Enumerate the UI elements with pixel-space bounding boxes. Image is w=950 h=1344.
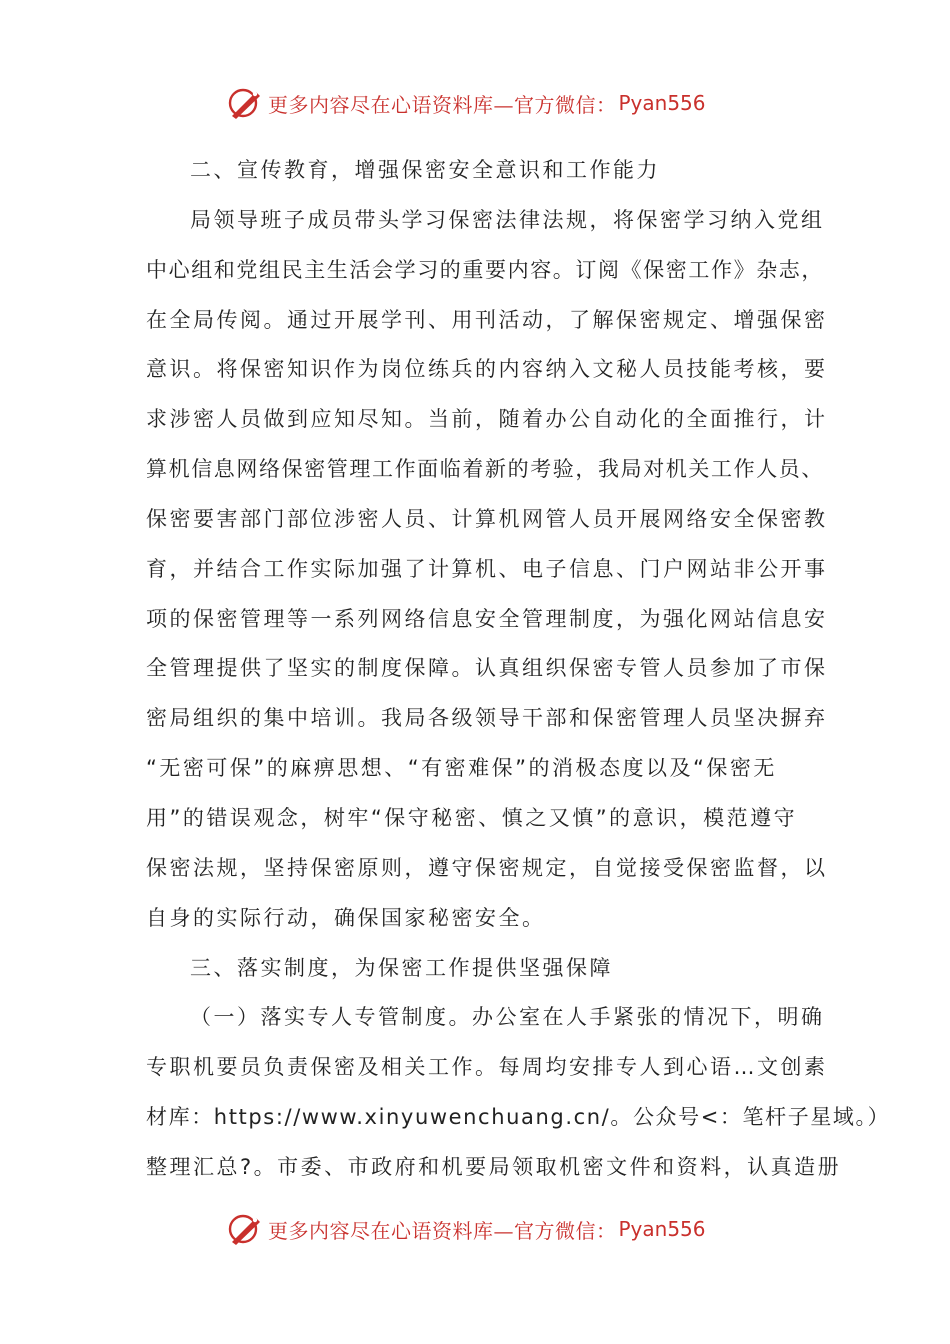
pen-nib-logo-icon xyxy=(226,1212,264,1246)
text-line: 算机信息网络保密管理工作面临着新的考验，我局对机关工作人员、 xyxy=(146,457,824,482)
text-line: 局领导班子成员带头学习保密法律法规，将保密学习纳入党组 xyxy=(190,207,825,232)
text-line: 专职机要员负责保密及相关工作。每周均安排专人到心语…文创素 xyxy=(146,1055,828,1080)
text-line: 在全局传阅。通过开展学刊、用刊活动，了解保密规定、增强保密 xyxy=(146,307,828,332)
text-line: 保密法规，坚持保密原则，遵守保密规定，自觉接受保密监督，以 xyxy=(146,855,828,880)
text-line: 全管理提供了坚实的制度保障。认真组织保密专管人员参加了市保 xyxy=(146,656,828,681)
section-heading: 二、宣传教育，增强保密安全意识和工作能力 xyxy=(190,158,660,182)
banner-text: 更多内容尽在心语资料库—官方微信： xyxy=(268,92,617,117)
text-line: 意识。将保密知识作为岗位练兵的内容纳入文秘人员技能考核，要 xyxy=(146,357,828,382)
section-heading: 三、落实制度，为保密工作提供坚强保障 xyxy=(190,955,613,980)
text-line: （一）落实专人专管制度。办公室在人手紧张的情况下，明确 xyxy=(190,1005,825,1030)
pen-nib-logo-icon xyxy=(226,86,264,120)
text-line: 求涉密人员做到应知尽知。当前，随着办公自动化的全面推行，计 xyxy=(146,407,828,432)
document-body xyxy=(146,146,891,1193)
text-line-with-url: 材库：https://www.xinyuwenchuang.cn/。公众号<：笔杆子星域。） xyxy=(146,1105,891,1130)
text-line: 项的保密管理等一系列网络信息安全管理制度，为强化网站信息安 xyxy=(146,606,828,631)
text-line: 中心组和党组民主生活会学习的重要内容。订阅《保密工作》杂志， xyxy=(146,257,824,282)
banner-wechat-id: Pyan556 xyxy=(618,91,706,115)
text-line: 密局组织的集中培训。我局各级领导干部和保密管理人员坚决摒弃 xyxy=(146,706,828,731)
text-line: 育，并结合工作实际加强了计算机、电子信息、门户网站非公开事 xyxy=(146,556,828,581)
text-line: “无密可保”的麻痹思想、“有密难保”的消极态度以及“保密无 xyxy=(146,756,777,781)
text-line: 整理汇总?。市委、市政府和机要局领取机密文件和资料，认真造册 xyxy=(146,1154,842,1179)
footer-banner xyxy=(226,1212,706,1246)
text-line: 保密要害部门部位涉密人员、计算机网管人员开展网络安全保密教 xyxy=(146,506,828,531)
banner-text: 更多内容尽在心语资料库—官方微信： xyxy=(268,1218,617,1243)
text-line: 用”的错误观念，树牢“保守秘密、慎之又慎”的意识，模范遵守 xyxy=(146,805,798,830)
header-banner xyxy=(226,86,706,120)
text-line: 自身的实际行动，确保国家秘密安全。 xyxy=(146,905,546,930)
banner-wechat-id: Pyan556 xyxy=(618,1217,706,1241)
